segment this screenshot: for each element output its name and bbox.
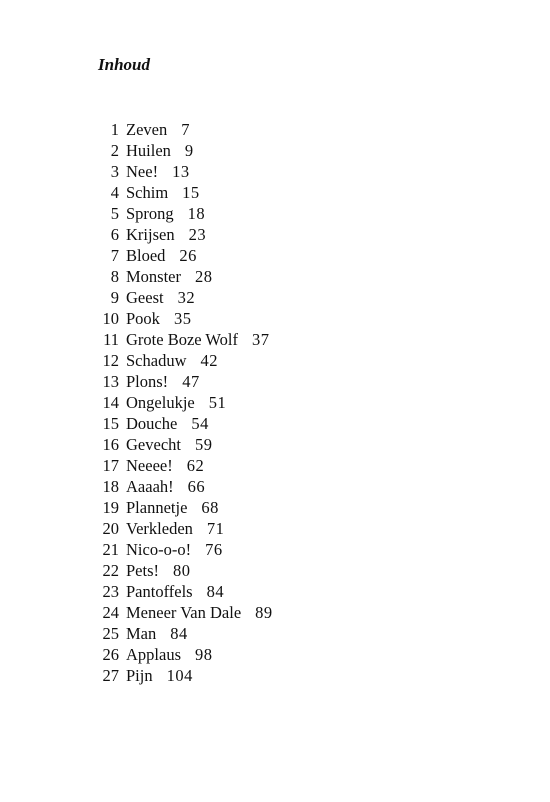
chapter-title: Huilen: [126, 141, 171, 160]
chapter-title-group: [126, 581, 224, 602]
chapter-page-number: 76: [205, 540, 223, 559]
chapter-number: 11: [103, 330, 119, 349]
chapter-title: Grote Boze Wolf: [126, 330, 239, 349]
chapter-page-number: 7: [181, 120, 190, 139]
chapter-page-number: 13: [172, 162, 190, 181]
chapter-number: 1: [110, 120, 119, 139]
chapter-page-number: 89: [255, 603, 273, 622]
chapter-number: 19: [102, 498, 119, 517]
chapter-title-group: [126, 329, 270, 350]
chapter-page-number: 71: [206, 519, 225, 538]
chapter-title-group: [126, 392, 226, 413]
chapter-number: 6: [110, 225, 119, 244]
chapter-page-number: 51: [208, 393, 227, 412]
chapter-title: Verkleden: [126, 519, 193, 538]
chapter-title-group: [126, 434, 212, 455]
chapter-title-group: [126, 665, 193, 686]
chapter-title: Man: [126, 624, 157, 643]
chapter-title: Monster: [126, 267, 181, 286]
chapter-page-number: 80: [173, 561, 191, 580]
chapter-title: Gevecht: [126, 435, 181, 454]
chapter-title: Pijn: [126, 666, 153, 685]
chapter-page-number: 23: [188, 225, 207, 244]
chapter-page-number: 32: [177, 288, 196, 307]
chapter-title-group: [126, 203, 205, 224]
chapter-page-number: 9: [184, 141, 194, 160]
chapter-page-number: 18: [187, 204, 206, 223]
chapter-title: Ongelukje: [126, 393, 195, 412]
chapter-title: Schaduw: [126, 351, 187, 370]
chapter-number: 15: [102, 414, 119, 433]
chapter-title-group: [126, 140, 194, 161]
chapter-title-group: [126, 497, 219, 518]
chapter-number: 24: [102, 603, 119, 622]
chapter-title-group: [126, 287, 195, 308]
chapter-title: Krijsen: [126, 225, 175, 244]
chapter-number: 17: [102, 456, 119, 475]
chapter-page-number: 104: [166, 666, 193, 685]
chapter-page-number: 47: [182, 372, 200, 391]
chapter-title-group: [126, 560, 191, 581]
chapter-title-group: [126, 224, 206, 245]
chapter-title: Nico-o-o!: [126, 540, 192, 559]
chapter-number: 13: [102, 372, 119, 391]
chapter-title-group: [126, 602, 273, 623]
chapter-number: 23: [102, 582, 119, 601]
chapter-title: Zeven: [126, 120, 168, 139]
chapter-title-group: [126, 539, 223, 560]
chapter-page-number: 15: [182, 183, 200, 202]
chapter-title: Aaaah!: [126, 477, 174, 496]
chapter-number: 4: [110, 183, 119, 202]
chapter-title-group: [126, 371, 200, 392]
chapter-number: 25: [102, 624, 119, 643]
chapter-number: 8: [110, 267, 119, 286]
chapter-title-group: [126, 308, 191, 329]
chapter-page-number: 28: [195, 267, 213, 286]
chapter-title-group: [126, 182, 200, 203]
chapter-title: Douche: [126, 414, 178, 433]
chapter-number: 18: [102, 477, 119, 496]
chapter-title-group: [126, 455, 204, 476]
chapter-title: Nee!: [126, 162, 159, 181]
chapter-title: Pets!: [126, 561, 159, 580]
chapter-page-number: 98: [195, 645, 213, 664]
chapter-title-group: [126, 476, 205, 497]
chapter-title-group: [126, 119, 190, 140]
chapter-page-number: 37: [252, 330, 270, 349]
chapter-title-group: [126, 518, 224, 539]
chapter-page-number: 54: [191, 414, 209, 433]
chapter-title: Sprong: [126, 204, 174, 223]
chapter-title-group: [126, 644, 213, 665]
chapter-number: 10: [102, 309, 119, 328]
chapter-number: 22: [102, 561, 119, 580]
chapter-title-group: [126, 266, 213, 287]
chapter-number: 26: [102, 645, 119, 664]
chapter-page-number: 84: [206, 582, 225, 601]
chapter-page-number: 84: [170, 624, 188, 643]
chapter-number: 21: [102, 540, 119, 559]
chapter-number: 27: [102, 666, 119, 685]
chapter-number: 3: [110, 162, 119, 181]
chapter-title: Plannetje: [126, 498, 188, 517]
chapter-title: Neeee!: [126, 456, 173, 475]
chapter-number: 16: [102, 435, 119, 454]
chapter-title: Applaus: [126, 645, 181, 664]
chapter-page-number: 62: [186, 456, 205, 475]
chapter-title-group: [126, 161, 190, 182]
chapter-page-number: 68: [201, 498, 219, 517]
chapter-title: Meneer Van Dale: [126, 603, 242, 622]
chapter-title: Pook: [126, 309, 160, 328]
chapter-title: Pantoffels: [126, 582, 193, 601]
chapter-number: 14: [102, 393, 119, 412]
chapter-page-number: 42: [200, 351, 218, 370]
chapter-title: Plons!: [126, 372, 169, 391]
chapter-page-number: 66: [187, 477, 206, 496]
chapter-number: 20: [102, 519, 119, 538]
chapter-page-number: 26: [179, 246, 197, 265]
toc-heading: Inhoud: [98, 55, 150, 74]
chapter-title-group: [126, 623, 188, 644]
chapter-title-group: [126, 245, 197, 266]
chapter-number: 7: [110, 246, 119, 265]
chapter-number: 9: [110, 288, 119, 307]
chapter-title: Bloed: [126, 246, 166, 265]
chapter-page-number: 35: [173, 309, 192, 328]
chapter-title: Geest: [126, 288, 164, 307]
chapter-title-group: [126, 350, 218, 371]
chapter-number: 5: [110, 204, 119, 223]
chapter-number: 2: [110, 141, 119, 160]
chapter-number: 12: [102, 351, 119, 370]
chapter-title-group: [126, 413, 209, 434]
chapter-page-number: 59: [194, 435, 213, 454]
chapter-title: Schim: [126, 183, 169, 202]
